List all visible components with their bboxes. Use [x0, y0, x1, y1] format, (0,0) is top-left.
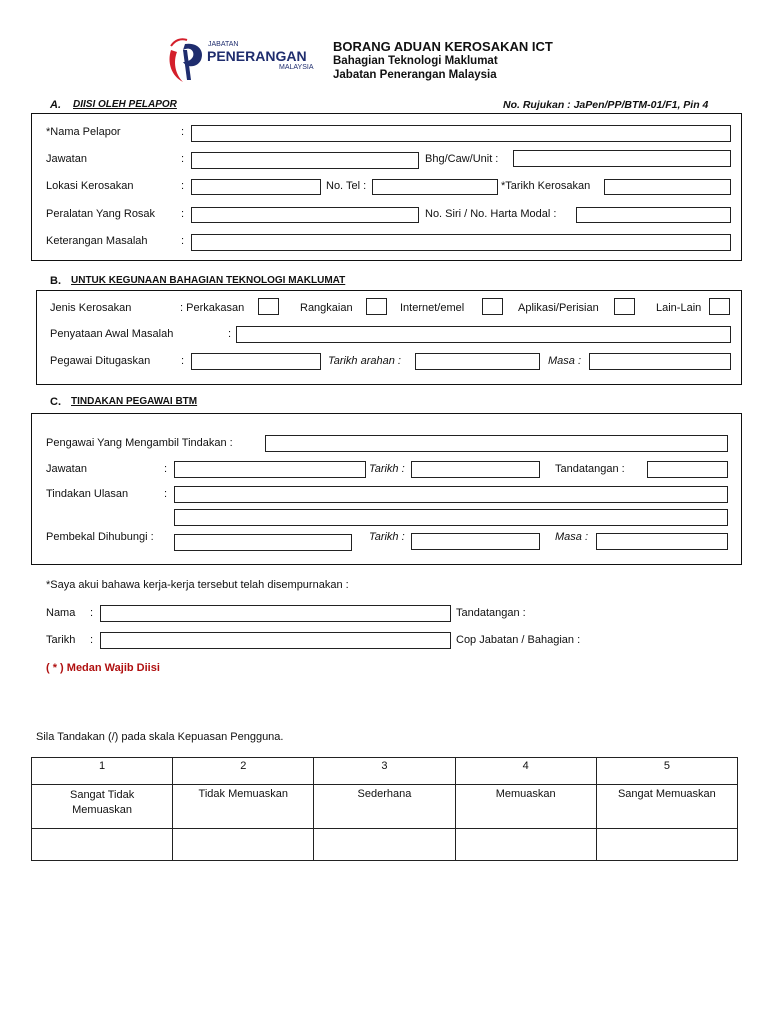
pembekal-label: Pembekal Dihubungi :	[46, 531, 154, 543]
colon: :	[90, 607, 94, 619]
jenis-kerosakan-label: Jenis Kerosakan	[50, 302, 132, 314]
scale-number-5: 5	[596, 758, 737, 785]
tarikh-arahan-input[interactable]	[415, 353, 540, 370]
form-subtitle-division: Bahagian Teknologi Maklumat	[333, 55, 498, 67]
nama-pelapor-input[interactable]	[191, 125, 731, 142]
pengawai-tindakan-input[interactable]	[265, 435, 728, 452]
scale-number-4: 4	[455, 758, 596, 785]
jawatan-input[interactable]	[191, 152, 419, 169]
logo-line1: JABATAN	[208, 41, 239, 48]
keterangan-masalah-label: Keterangan Masalah	[46, 235, 148, 247]
pegawai-ditugaskan-label: Pegawai Ditugaskan	[50, 355, 151, 367]
colon: :	[164, 463, 168, 475]
tarikh-pembekal-label: Tarikh :	[369, 531, 405, 543]
penyataan-awal-label: Penyataan Awal Masalah	[50, 328, 174, 340]
colon: :	[181, 208, 185, 220]
scale-label-3: Sederhana	[314, 785, 455, 829]
tandatangan-c-label: Tandatangan :	[555, 463, 625, 475]
form-subtitle-department: Jabatan Penerangan Malaysia	[333, 69, 497, 81]
tindakan-ulasan-input-2[interactable]	[174, 509, 728, 526]
scale-tick-cell-1[interactable]	[32, 829, 173, 861]
reference-number: No. Rujukan : JaPen/PP/BTM-01/F1, Pin 4	[503, 99, 709, 111]
pegawai-ditugaskan-input[interactable]	[191, 353, 321, 370]
colon: :	[181, 126, 185, 138]
survey-instruction: Sila Tandakan (/) pada skala Kepuasan Pengguna.	[36, 731, 284, 743]
perkakasan-checkbox[interactable]	[258, 298, 279, 315]
mandatory-field-note: ( * ) Medan Wajib Diisi	[46, 662, 160, 674]
tandatangan-confirm-label: Tandatangan :	[456, 607, 526, 619]
scale-label-2: Tidak Memuaskan	[173, 785, 314, 829]
keterangan-masalah-input[interactable]	[191, 234, 731, 251]
logo-line3: MALAYSIA	[279, 64, 314, 71]
aplikasi-perisian-checkbox[interactable]	[614, 298, 635, 315]
scale-tick-cell-4[interactable]	[455, 829, 596, 861]
lain-lain-label: Lain-Lain	[656, 302, 702, 314]
peralatan-rosak-input[interactable]	[191, 207, 419, 223]
nama-confirm-label: Nama	[46, 607, 76, 619]
logo-line2: PENERANGAN	[207, 48, 307, 64]
section-a-title: DIISI OLEH PELAPOR	[73, 99, 177, 110]
colon: :	[228, 328, 232, 340]
tindakan-ulasan-input-1[interactable]	[174, 486, 728, 503]
penyataan-awal-input[interactable]	[236, 326, 731, 343]
scale-number-3: 3	[314, 758, 455, 785]
confirmation-statement: *Saya akui bahawa kerja-kerja tersebut telah disempurnakan :	[46, 579, 349, 591]
perkakasan-label: : Perkakasan	[180, 302, 245, 314]
scale-label-5: Sangat Memuaskan	[596, 785, 737, 829]
jawatan-c-label: Jawatan	[46, 463, 87, 475]
agency-logo	[165, 36, 325, 86]
masa-c-input[interactable]	[596, 533, 728, 550]
section-c-letter: C.	[50, 396, 61, 408]
section-b-title: UNTUK KEGUNAAN BAHAGIAN TEKNOLOGI MAKLUMAT	[71, 275, 346, 286]
rangkaian-checkbox[interactable]	[366, 298, 387, 315]
section-b-letter: B.	[50, 275, 61, 287]
scale-tick-cell-3[interactable]	[314, 829, 455, 861]
lokasi-kerosakan-label: Lokasi Kerosakan	[46, 180, 134, 192]
satisfaction-scale-table	[31, 757, 738, 861]
jawatan-c-input[interactable]	[174, 461, 366, 478]
section-a-letter: A.	[50, 99, 61, 111]
bhg-caw-unit-label: Bhg/Caw/Unit :	[425, 153, 499, 165]
no-tel-label: No. Tel :	[326, 180, 367, 192]
form-title: BORANG ADUAN KEROSAKAN ICT	[333, 39, 553, 54]
scale-label-4: Memuaskan	[455, 785, 596, 829]
bhg-caw-unit-input[interactable]	[513, 150, 731, 167]
tarikh-pembekal-input[interactable]	[411, 533, 540, 550]
lokasi-kerosakan-input[interactable]	[191, 179, 321, 195]
logo-emblem-icon	[165, 36, 205, 84]
section-c-title: TINDAKAN PEGAWAI BTM	[71, 396, 198, 407]
internet-emel-label: Internet/emel	[400, 302, 465, 314]
colon: :	[181, 235, 185, 247]
pengawai-tindakan-label: Pengawai Yang Mengambil Tindakan :	[46, 437, 233, 449]
scale-tick-cell-2[interactable]	[173, 829, 314, 861]
colon: :	[90, 634, 94, 646]
no-tel-input[interactable]	[372, 179, 498, 195]
no-siri-label: No. Siri / No. Harta Modal :	[425, 208, 557, 220]
cop-jabatan-label: Cop Jabatan / Bahagian :	[456, 634, 581, 646]
scale-number-1: 1	[32, 758, 173, 785]
tarikh-arahan-label: Tarikh arahan :	[328, 355, 401, 367]
no-siri-input[interactable]	[576, 207, 731, 223]
colon: :	[164, 488, 168, 500]
rangkaian-label: Rangkaian	[300, 302, 353, 314]
colon: :	[181, 355, 185, 367]
nama-pelapor-label: *Nama Pelapor	[46, 126, 121, 138]
tarikh-c-input[interactable]	[411, 461, 540, 478]
peralatan-rosak-label: Peralatan Yang Rosak	[46, 208, 156, 220]
tindakan-ulasan-label: Tindakan Ulasan	[46, 488, 129, 500]
lain-lain-checkbox[interactable]	[709, 298, 730, 315]
tarikh-c-label: Tarikh :	[369, 463, 405, 475]
scale-tick-cell-5[interactable]	[596, 829, 737, 861]
nama-confirm-input[interactable]	[100, 605, 451, 622]
aplikasi-perisian-label: Aplikasi/Perisian	[518, 302, 599, 314]
pembekal-input[interactable]	[174, 534, 352, 551]
jawatan-label: Jawatan	[46, 153, 87, 165]
tarikh-kerosakan-label: *Tarikh Kerosakan	[501, 180, 591, 192]
masa-c-label: Masa :	[555, 531, 589, 543]
tarikh-confirm-input[interactable]	[100, 632, 451, 649]
tarikh-kerosakan-input[interactable]	[604, 179, 731, 195]
masa-input[interactable]	[589, 353, 731, 370]
scale-number-2: 2	[173, 758, 314, 785]
tandatangan-c-input[interactable]	[647, 461, 728, 478]
colon: :	[181, 180, 185, 192]
tarikh-confirm-label: Tarikh	[46, 634, 76, 646]
colon: :	[181, 153, 185, 165]
scale-label-1: Sangat Tidak Memuaskan	[32, 785, 173, 829]
masa-label: Masa :	[548, 355, 582, 367]
internet-emel-checkbox[interactable]	[482, 298, 503, 315]
